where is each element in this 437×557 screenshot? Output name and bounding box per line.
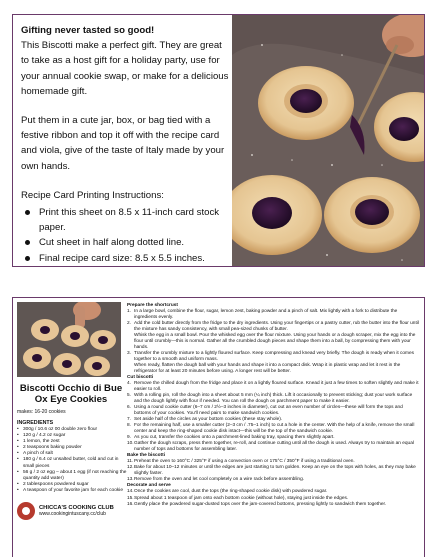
ingredients-list [17, 427, 127, 494]
intro-paragraph-1 [21, 23, 231, 99]
step-number: 16. [127, 501, 134, 507]
intro-body-1: This Biscotti make a perfect gift. They are great to take as a host gift for a holiday party, use for your annual cookie swap, or make for a delicious homemade gift. [21, 40, 229, 97]
step-text: When ready, flatten the dough ball with your hands and shape it into a compact disk. Wrap it in plastic wrap and let it rest in the refrigerator for at least 20 minutes before using. A longer rest will be better. [134, 363, 401, 375]
method-step [127, 502, 420, 508]
instruction-item: Print this sheet on 8.5 x 11-inch card stock paper. [21, 205, 231, 235]
step-number: 12. [127, 465, 134, 471]
step-text: Once the cookies are cool, dust the tops (the ring-shaped cookie disk) with powdered sugar. [134, 489, 328, 495]
brand-text [39, 505, 114, 517]
recipe-title: Biscotti Occhio di Bue Ox Eye Cookies [19, 383, 123, 405]
step-text: Bake for about 10–12 minutes or until the edges are just starting to turn golden. Keep an eye on the tops with holes, as they may bake slightly faster. [134, 465, 416, 477]
instruction-item: Cut sheet in half along dotted line. [21, 235, 231, 250]
step-text: Transfer the crumbly mixture to a lightly floured surface. Keep compressing and knead very briefly. The dough is ready when it comes together to a smooth and uniform mass. [134, 351, 415, 363]
recipe-left-column [17, 302, 127, 520]
method-section-heading: Decorate and serve [127, 483, 171, 489]
step-number: 8. [127, 423, 131, 429]
brand-url[interactable]: www.cookingintuscany.cc/club [39, 511, 106, 518]
brand-logo-icon [17, 502, 35, 520]
step-text: In a large bowl, combine the flour, sugar, lemon zest, baking powder and a pinch of salt. Mix lightly with a fork to distribute the ingredients evenly. [134, 309, 398, 321]
ingredient-item: • 2 tablespoons powdered sugar [17, 482, 127, 488]
step-number: 14. [127, 489, 134, 495]
method-step [127, 309, 420, 321]
recipe-method [127, 303, 420, 508]
method-step [127, 465, 420, 477]
method-section-heading: Cut biscotti [127, 375, 154, 381]
method-step [127, 381, 420, 393]
recipe-card [12, 297, 425, 557]
gift-text [21, 23, 231, 266]
step-text: As you cut, transfer the cookies onto a parchment-lined baking tray, spacing them slightly apart. [134, 435, 335, 441]
small-photo-illustration [17, 302, 121, 377]
method-step [127, 405, 420, 417]
ingredient-item: • 300g / 10.6 oz 00 double zero flour [17, 427, 127, 433]
step-number: 9. [127, 435, 131, 441]
step-number: 4. [127, 381, 131, 387]
ingredient-item: • 1 lemon, the zest [17, 439, 127, 445]
method-step [127, 441, 420, 453]
ingredient-item: • A teaspoon of your favorite jam for each cookie [17, 488, 127, 494]
method-step [127, 321, 420, 333]
step-text: Gather the dough scraps, press them together, re-roll, and continue cutting until all the dough is used. Always try to maintain an equal number of tops and bottoms for assembling later. [134, 441, 414, 453]
gift-card [12, 14, 425, 267]
ingredient-item: • 2 teaspoons baking powder [17, 445, 127, 451]
intro-paragraph-2: Put them in a cute jar, box, or bag tied with a festive ribbon and top it off with the recipe card and viola, give of the taste of Italy made by your own hands. [21, 115, 225, 172]
step-number: 3. [127, 351, 131, 357]
ingredients-heading: INGREDIENTS [17, 420, 54, 426]
intro-title: Gifting never tasted so good! [21, 25, 155, 36]
brand-block [17, 502, 127, 520]
instruction-item: Final recipe card size: 8.5 x 5.5 inches. [21, 251, 231, 266]
printing-instructions-title: Recipe Card Printing Instructions: [21, 189, 164, 201]
method-step [127, 393, 420, 405]
ingredient-item: • 56 g / 2 oz egg – about 1 egg (if not reaching the quantity add water) [17, 470, 127, 482]
method-section-heading: Prepare the shortcrust [127, 303, 178, 308]
step-text: Whisk the egg in a small bowl. Pour the whisked egg over the flour mixture. Using your hands or a dough scraper, mix the egg into the flour until crumbly—this is normal. Gather all the crumbled dough pieces and shape them into a ball, by compressing them with your hands. [134, 333, 416, 351]
step-number [127, 363, 134, 375]
step-number: 2. [127, 321, 131, 327]
step-number: 15. [127, 495, 134, 501]
step-text: Add the cold butter directly from the fridge to the dry ingredients. Using your fingertips or a pastry cutter, rub the butter into the flour until the mixture has sandy consistency, with small pea-sized chunks of butter. [134, 321, 419, 333]
step-number: 6. [127, 405, 131, 411]
step-text: For the remaining half, use a smaller cutter (2–3 cm / .75–1 inch) to cut a hole in the center. With the help of a knife, remove the small center and keep the ring-shaped cookie disk intact—this will be the top of the sandwich cookie. [134, 423, 415, 435]
recipe-yield: makes: 16-20 cookies [17, 409, 66, 415]
method-step [127, 423, 420, 435]
step-number: 7. [127, 417, 131, 423]
printing-instructions-list [21, 205, 231, 266]
step-text: Using a round cookie cutter (6–7 cm / 2½–3 inches in diameter), cut out an even number of circles—these will form the tops and bottoms of your cookies. You'll need pairs to make sandwich cookies. [134, 405, 403, 417]
step-number [127, 333, 134, 351]
step-text: Spread about 1 teaspoon of jam onto each bottom cookie (without hole), staying just inside the edges. [134, 495, 349, 501]
step-text: Gently place the powdered sugar-dusted tops over the jam-covered bottoms, pressing lightly to sandwich them together. [134, 501, 387, 507]
brand-name: CHICCA'S COOKING CLUB [39, 505, 114, 512]
method-step [127, 351, 420, 363]
ingredient-item: • 180 g / 6.4 oz unsalted butter, cold and cut in small pieces [17, 457, 127, 469]
step-text: Set aside half of the circles as your bottom cookies (these stay whole). [134, 417, 283, 423]
step-text: Remove the chilled dough from the fridge and place it on a lightly floured surface. Knead it just a few times to soften slightly and make it easier to roll. [134, 381, 419, 393]
step-text: Preheat the oven to 160°C / 325°F if using a convection oven or 175°C / 350°F if using a traditional oven. [134, 459, 355, 465]
step-text: With a rolling pin, roll the dough into a sheet about 5 mm (¼ inch) thick. Lift it occasionally to prevent sticking; dust your work surface and the dough lightly with flour if needed. You can roll the dough on parchment paper to make it easier. [134, 393, 413, 405]
step-number: 13. [127, 477, 134, 483]
cookie-sandwiches-photo [17, 302, 121, 377]
ingredient-item: • 120 g / 4.2 oz sugar [17, 433, 127, 439]
ingredient-item: • A pinch of salt [17, 451, 127, 457]
method-section-heading: Bake the biscotti [127, 453, 166, 459]
method-step [127, 333, 420, 351]
step-text: Remove from the oven and let cool completely on a wire rack before assembling. [134, 477, 305, 483]
cookies-photo-illustration [232, 15, 424, 266]
method-step [127, 363, 420, 375]
cookies-with-jam-photo [232, 15, 424, 266]
step-number: 5. [127, 393, 131, 399]
step-number: 10. [127, 441, 134, 447]
step-number: 11. [127, 459, 134, 465]
step-number: 1. [127, 309, 131, 315]
